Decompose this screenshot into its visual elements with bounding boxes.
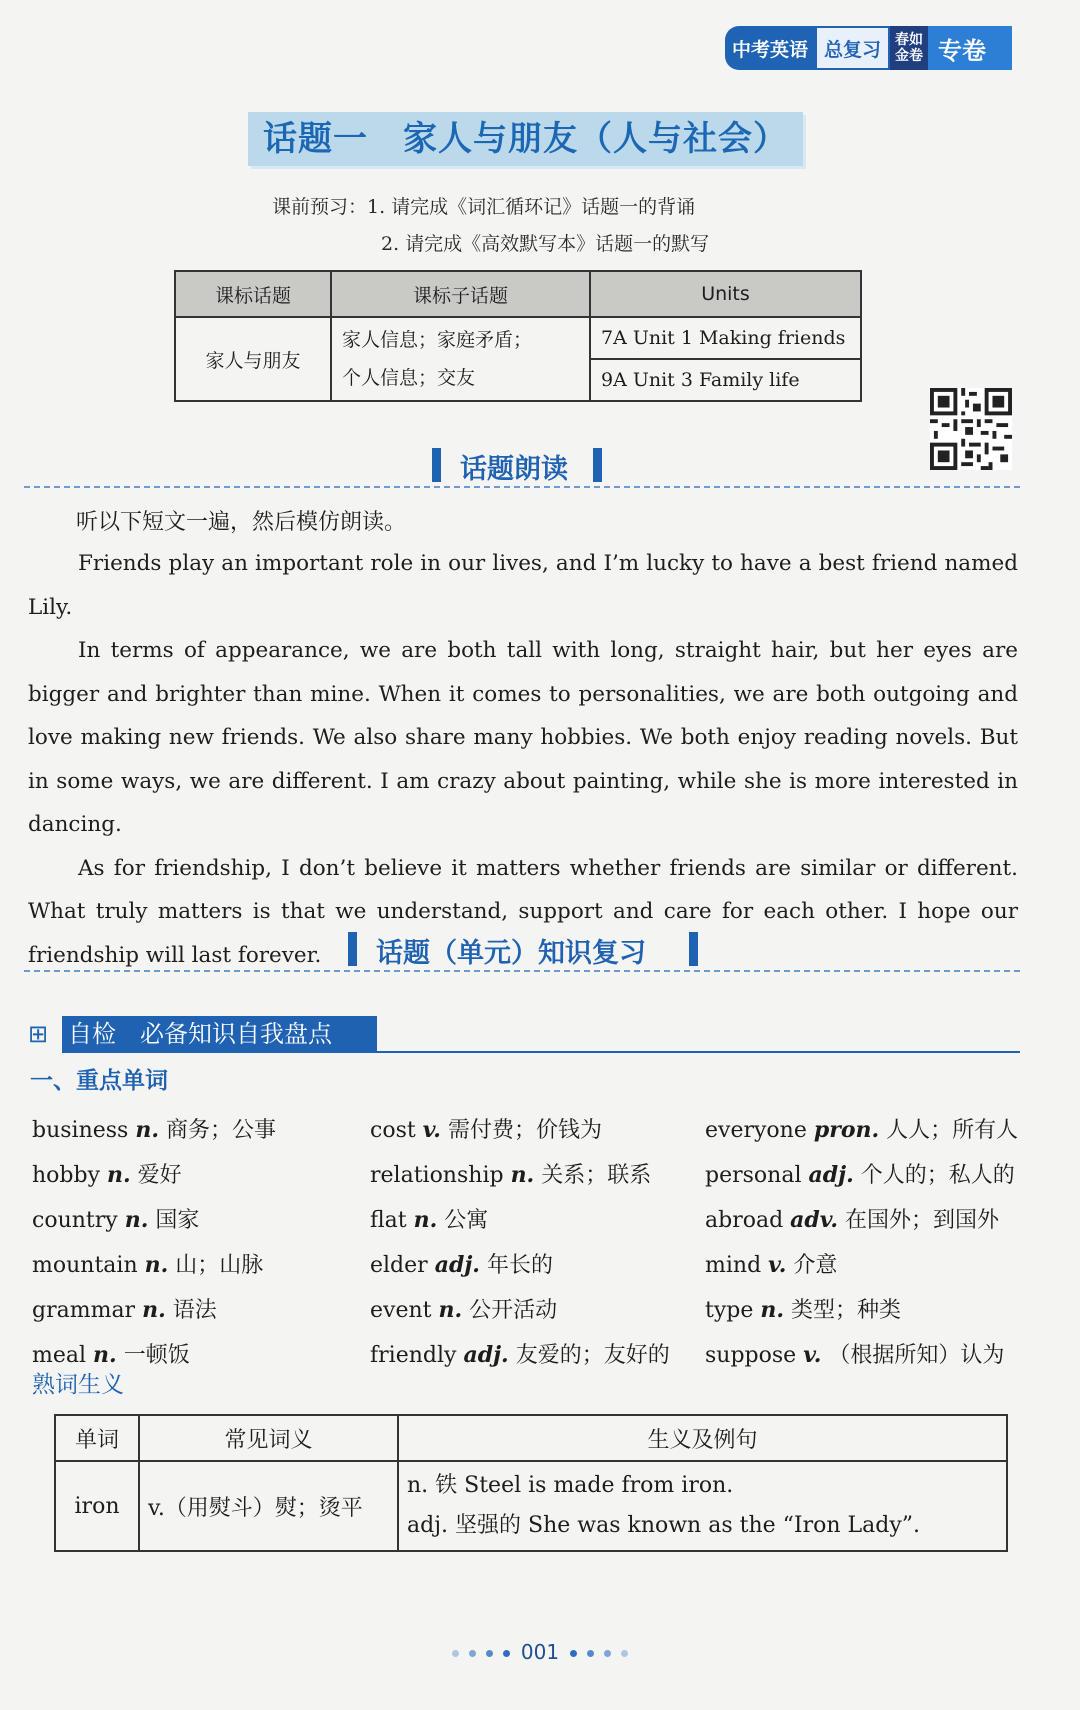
vocab-word: cost	[370, 1118, 416, 1143]
vocab-word: elder	[370, 1253, 428, 1278]
vocab-pos: n.	[438, 1297, 463, 1323]
vocab-word: friendly	[370, 1343, 457, 1368]
banner-series-line2: 金卷	[895, 48, 923, 64]
vocab-meaning: 山；山脉	[175, 1253, 264, 1278]
header-word: 单词	[55, 1415, 139, 1461]
vocab-meaning: 年长的	[486, 1253, 553, 1278]
vocab-word: mountain	[32, 1253, 138, 1278]
self-check-underline	[62, 1051, 1020, 1053]
header-units: Units	[590, 271, 861, 317]
vocab-item	[705, 1243, 1025, 1288]
series-banner	[725, 26, 1012, 70]
vocab-item	[370, 1198, 690, 1243]
vocab-meaning: 关系；联系	[541, 1163, 652, 1188]
polysemy-senses	[398, 1461, 1007, 1551]
reading-passage	[28, 542, 1018, 977]
vocab-word: hobby	[32, 1163, 101, 1188]
section-bar-right	[689, 932, 698, 966]
vocab-item	[705, 1108, 1025, 1153]
section-bar-left	[348, 932, 357, 966]
vocab-meaning: 国家	[155, 1208, 200, 1233]
vocab-meaning: 类型；种类	[791, 1298, 902, 1323]
header-subtopic: 课标子话题	[331, 271, 590, 317]
vocab-item	[32, 1108, 352, 1153]
vocab-pos: pron.	[813, 1117, 880, 1143]
vocab-pos: n.	[107, 1162, 131, 1188]
vocab-pos: n.	[510, 1162, 535, 1188]
vocab-pos: v.	[803, 1342, 822, 1368]
vocab-meaning: 人人；所有人	[886, 1118, 1019, 1143]
header-topic: 课标话题	[175, 271, 331, 317]
vocab-word: suppose	[705, 1343, 797, 1368]
vocab-meaning: 介意	[793, 1253, 838, 1278]
banner-review: 总复习	[815, 26, 890, 70]
preview-line-1: 课前预习：1. 请完成《词汇循环记》话题一的背诵	[272, 196, 696, 218]
polysemy-heading: 熟词生义	[32, 1372, 124, 1398]
section-divider	[24, 970, 1020, 972]
vocab-meaning: 一顿饭	[123, 1343, 190, 1368]
vocab-item	[32, 1243, 352, 1288]
vocab-item	[32, 1153, 352, 1198]
vocab-pos: adj.	[808, 1162, 854, 1188]
vocab-meaning: 语法	[172, 1298, 217, 1323]
vocab-pos: n.	[760, 1297, 785, 1323]
vocab-word: mind	[705, 1253, 762, 1278]
self-check-title: 自检 必备知识自我盘点	[68, 1020, 332, 1048]
polysemy-sense: n. 铁 Steel is made from iron.	[407, 1473, 734, 1498]
polysemy-common: v.（用熨斗）熨；烫平	[139, 1461, 398, 1551]
vocab-pos: n.	[124, 1207, 149, 1233]
vocab-item	[705, 1153, 1025, 1198]
vocab-column	[705, 1108, 1025, 1378]
vocab-word: flat	[370, 1208, 407, 1233]
vocab-word: event	[370, 1298, 432, 1323]
vocab-pos: n.	[142, 1297, 166, 1323]
passage-paragraph: As for friendship, I don’t believe it matters whether friends are similar or different. What truly matters is that we understand, support and care for each other. I hope our friendship will last forever.	[28, 855, 1018, 968]
vocab-meaning: 在国外；到国外	[845, 1208, 1000, 1233]
passage-paragraph: In terms of appearance, we are both tall with long, straight hair, but her eyes are bigger and brighter than mine. When it comes to personalities, we are both outgoing and love making new friends. We also share many hobbies. We both enjoy reading novels. But in some ways, we are different. I am crazy about painting, while she is more interested in dancing.	[28, 638, 1018, 837]
vocab-item	[32, 1288, 352, 1333]
preview-line-2: 2. 请完成《高效默写本》话题一的默写	[381, 233, 710, 255]
vocab-meaning: 公开活动	[469, 1298, 558, 1323]
self-check-icon: ⊞	[28, 1020, 49, 1048]
vocab-column	[370, 1108, 690, 1378]
topic-units-table	[174, 270, 862, 402]
vocab-word: type	[705, 1298, 754, 1323]
vocab-meaning: 爱好	[137, 1163, 182, 1188]
header-new-meaning: 生义及例句	[398, 1415, 1007, 1461]
section-bar-left	[432, 448, 441, 482]
vocab-item	[370, 1243, 690, 1288]
vocab-item	[370, 1108, 690, 1153]
vocab-item	[705, 1288, 1025, 1333]
page-title: 话题一 家人与朋友（人与社会）	[263, 119, 788, 159]
section-title-review: 话题（单元）知识复习	[376, 938, 646, 969]
vocab-meaning: 商务；公事	[166, 1118, 277, 1143]
banner-subject: 中考英语	[725, 26, 815, 70]
vocab-meaning: 个人的；私人的	[860, 1163, 1015, 1188]
vocab-word: country	[32, 1208, 118, 1233]
vocab-pos: adj.	[434, 1252, 480, 1278]
vocab-pos: v.	[422, 1117, 441, 1143]
vocab-item	[32, 1198, 352, 1243]
page-number	[0, 1640, 1080, 1664]
polysemy-word: iron	[55, 1461, 139, 1551]
vocab-pos: v.	[768, 1252, 787, 1278]
qr-code-icon[interactable]	[930, 388, 1012, 470]
vocab-word: relationship	[370, 1163, 504, 1188]
vocab-item	[705, 1333, 1025, 1378]
page-number-text: 001	[520, 1640, 560, 1664]
vocab-pos: n.	[93, 1342, 117, 1368]
polysemy-sense: adj. 坚强的 She was known as the “Iron Lady”.	[407, 1513, 920, 1538]
reading-instruction: 听以下短文一遍，然后模仿朗读。	[76, 510, 407, 535]
vocab-word: business	[32, 1118, 129, 1143]
banner-series-line1: 春如	[895, 32, 923, 48]
section-title-reading: 话题朗读	[460, 454, 568, 485]
vocab-meaning: 公寓	[444, 1208, 489, 1233]
section-divider	[24, 486, 1020, 488]
vocab-item	[370, 1333, 690, 1378]
vocab-heading: 一、重点单词	[30, 1067, 168, 1094]
banner-logo: 专卷	[928, 26, 1012, 70]
vocab-pos: n.	[413, 1207, 438, 1233]
vocab-meaning: 需付费；价钱为	[447, 1118, 602, 1143]
banner-series	[890, 26, 928, 70]
vocab-item	[370, 1288, 690, 1333]
vocab-column	[32, 1108, 352, 1378]
vocab-word: meal	[32, 1343, 87, 1368]
vocab-pos: adv.	[790, 1207, 839, 1233]
section-bar-right	[593, 448, 602, 482]
vocab-meaning: （根据所知）认为	[828, 1343, 1005, 1368]
vocab-word: grammar	[32, 1298, 136, 1323]
topic-subtopics	[331, 317, 590, 401]
passage-paragraph: Friends play an important role in our lives, and I’m lucky to have a best friend named Lily.	[28, 551, 1018, 620]
subtopics-line-2: 个人信息；交友	[342, 367, 476, 389]
subtopics-line-1: 家人信息；家庭矛盾；	[342, 329, 533, 351]
vocab-word: personal	[705, 1163, 802, 1188]
vocab-word: everyone	[705, 1118, 807, 1143]
vocab-meaning: 友爱的；友好的	[515, 1343, 670, 1368]
vocab-pos: adj.	[463, 1342, 509, 1368]
topic-category: 家人与朋友	[175, 317, 331, 401]
vocab-item	[370, 1153, 690, 1198]
header-common-meaning: 常见词义	[139, 1415, 398, 1461]
unit-cell: 9A Unit 3 Family life	[590, 359, 861, 401]
vocab-word: abroad	[705, 1208, 784, 1233]
unit-cell: 7A Unit 1 Making friends	[590, 317, 861, 359]
vocab-pos: n.	[135, 1117, 160, 1143]
polysemy-table	[54, 1414, 1008, 1552]
vocab-pos: n.	[144, 1252, 169, 1278]
vocab-item	[705, 1198, 1025, 1243]
